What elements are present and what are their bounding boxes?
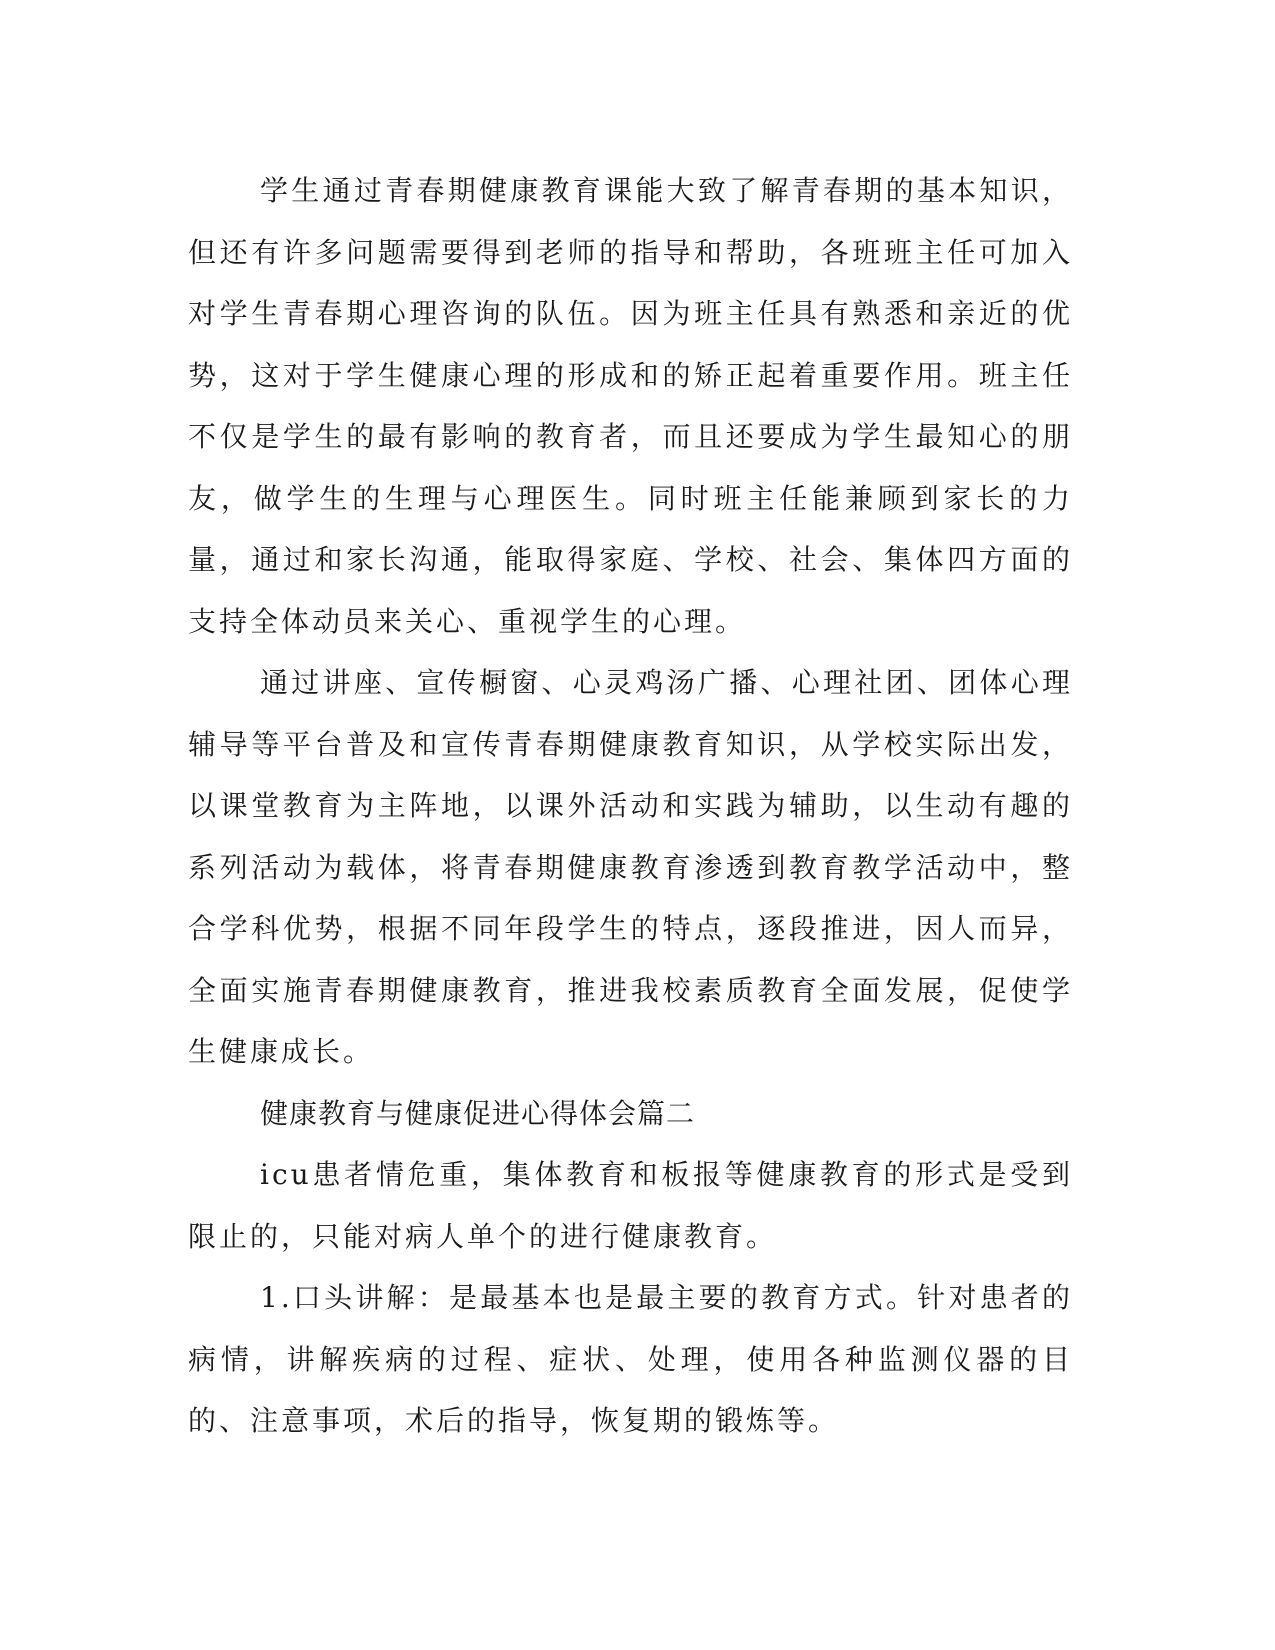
document-body [188,160,1073,1452]
paragraph-oral-explanation: 1.口头讲解：是最基本也是最主要的教育方式。针对患者的病情，讲解疾病的过程、症状、处理，使用各种监测仪器的目的、注意事项，术后的指导，恢复期的锻炼等。 [188,1281,1073,1437]
paragraph-health-education-platforms: 通过讲座、宣传橱窗、心灵鸡汤广播、心理社团、团体心理辅导等平台普及和宣传青春期健康教育知识，从学校实际出发，以课堂教育为主阵地，以课外活动和实践为辅助，以生动有趣的系列活动为载体，将青春期健康教育渗透到教育教学活动中，整合学科优势，根据不同年段学生的特点，逐段推进，因人而异，全面实施青春期健康教育，推进我校素质教育全面发展，促使学生健康成长。 [188,666,1073,1068]
section-heading: 健康教育与健康促进心得体会篇二 [260,1096,696,1130]
paragraph-class-teacher-counseling: 学生通过青春期健康教育课能大致了解青春期的基本知识，但还有许多问题需要得到老师的指导和帮助，各班班主任可加入对学生青春期心理咨询的队伍。因为班主任具有熟悉和亲近的优势，这对于学生健康心理的形成和的矫正起着重要作用。班主任不仅是学生的最有影响的教育者，而且还要成为学生最知心的朋友，做学生的生理与心理医生。同时班主任能兼顾到家长的力量，通过和家长沟通，能取得家庭、学校、社会、集体四方面的支持全体动员来关心、重视学生的心理。 [188,174,1073,638]
paragraph-icu-patients: icu患者情危重，集体教育和板报等健康教育的形式是受到限止的，只能对病人单个的进行健康教育。 [188,1158,1073,1253]
